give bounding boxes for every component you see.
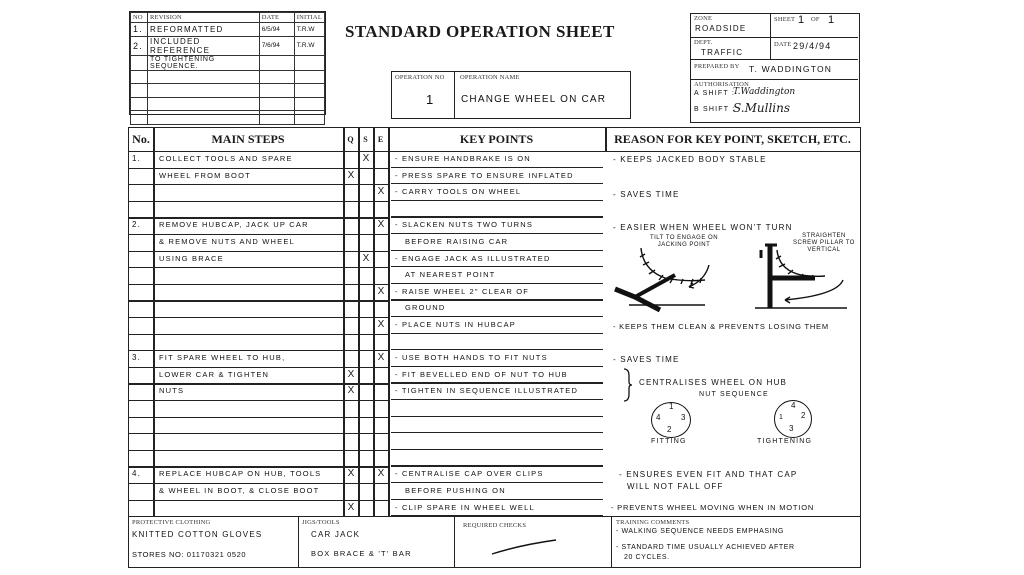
key-point-text: - ENSURE HANDBRAKE IS ON bbox=[395, 154, 531, 163]
divider bbox=[129, 433, 388, 434]
rev-text: INCLUDED REFERENCE bbox=[148, 36, 260, 55]
jigs-value: BOX BRACE & 'T' BAR bbox=[311, 549, 412, 558]
sheet-value: 1 bbox=[798, 14, 806, 26]
rev-row bbox=[131, 111, 325, 125]
rev-no: 2. bbox=[131, 36, 148, 55]
rev-header-no: NO bbox=[131, 13, 148, 23]
auth-label: AUTHORISATION bbox=[694, 81, 749, 88]
key-point-text: - ENGAGE JACK AS ILLUSTRATED bbox=[395, 253, 551, 263]
divider bbox=[129, 284, 388, 285]
tightening-label: TIGHTENING bbox=[757, 438, 813, 445]
reason-text: - KEEPS JACKED BODY STABLE bbox=[613, 155, 767, 164]
step-number: 1. bbox=[132, 154, 142, 163]
divider bbox=[358, 128, 360, 517]
q-mark: X bbox=[347, 468, 355, 480]
header-key-points: KEY POINTS bbox=[459, 132, 534, 146]
training-comment: - WALKING SEQUENCE NEEDS EMPHASING bbox=[616, 528, 784, 535]
sheet-cell bbox=[771, 14, 858, 38]
main-steps-table bbox=[128, 127, 861, 517]
nut-number: 3 bbox=[681, 413, 687, 422]
header-q: Q bbox=[347, 135, 354, 144]
protective-label: PROTECTIVE CLOTHING bbox=[132, 519, 211, 526]
rev-row bbox=[131, 97, 325, 111]
header-s: S bbox=[363, 135, 368, 144]
rev-no bbox=[131, 55, 148, 70]
divider bbox=[129, 500, 388, 501]
sketch-caption-straighten: STRAIGHTEN SCREW PILLAR TO VERTICAL bbox=[793, 233, 855, 253]
rev-no: 1. bbox=[131, 23, 148, 37]
header-main-steps: MAIN STEPS bbox=[211, 132, 285, 146]
of-label: OF bbox=[811, 16, 820, 23]
divider bbox=[129, 400, 388, 401]
divider bbox=[129, 317, 388, 318]
operation-no-label: OPERATION NO bbox=[395, 74, 445, 81]
step-number: 3. bbox=[132, 353, 142, 363]
divider bbox=[388, 128, 390, 517]
divider bbox=[129, 300, 388, 301]
prepared-cell bbox=[691, 60, 858, 80]
nut-number: 1 bbox=[669, 402, 675, 411]
divider bbox=[129, 184, 388, 185]
rev-initial: T.R.W bbox=[294, 36, 324, 55]
operation-name-value: CHANGE WHEEL ON CAR bbox=[461, 94, 607, 105]
divider bbox=[391, 449, 603, 450]
rev-initial: T.R.W bbox=[294, 23, 324, 37]
fitting-nut-diagram bbox=[651, 402, 691, 438]
checks-label: REQUIRED CHECKS bbox=[463, 522, 527, 529]
jigs-label: JIGS/TOOLS bbox=[302, 519, 340, 526]
reason-text: - ENSURES EVEN FIT AND THAT CAP bbox=[619, 470, 798, 479]
q-mark: X bbox=[347, 169, 355, 181]
rev-text: TO TIGHTENING SEQUENCE. bbox=[148, 55, 260, 70]
rev-date bbox=[259, 55, 294, 70]
dept-cell bbox=[691, 38, 771, 60]
q-mark: X bbox=[347, 385, 355, 397]
b-shift-label: B SHIFT : bbox=[694, 106, 736, 113]
operation-name-label: OPERATION NAME bbox=[460, 74, 520, 81]
jack-sketch-icon bbox=[605, 230, 860, 315]
a-shift-label: A SHIFT : bbox=[694, 90, 736, 97]
training-comment: 20 CYCLES. bbox=[624, 554, 670, 561]
brace-icon bbox=[623, 368, 633, 402]
main-step-text: WHEEL FROM BOOT bbox=[159, 170, 251, 180]
training-label: TRAINING COMMENTS bbox=[616, 519, 690, 526]
key-point-text: - CARRY TOOLS ON WHEEL bbox=[395, 187, 522, 197]
key-point-text: - PLACE NUTS IN HUBCAP bbox=[395, 320, 516, 329]
date-value: 29/4/94 bbox=[793, 41, 832, 51]
required-checks-cell bbox=[455, 517, 612, 567]
date-label: DATE bbox=[774, 41, 792, 48]
s-mark: X bbox=[362, 153, 370, 164]
q-mark: X bbox=[347, 501, 355, 513]
divider bbox=[153, 128, 155, 517]
reason-text: WILL NOT FALL OFF bbox=[627, 482, 724, 491]
reason-text: - EASIER WHEN WHEEL WON'T TURN bbox=[613, 223, 793, 232]
sketch-caption-tilt: TILT TO ENGAGE ON JACKING POINT bbox=[649, 235, 719, 248]
rev-date: 7/6/94 bbox=[259, 36, 294, 55]
divider bbox=[129, 334, 388, 335]
key-point-text: AT NEAREST POINT bbox=[405, 270, 496, 280]
main-step-text: NUTS bbox=[159, 386, 185, 396]
protective-clothing-cell bbox=[129, 517, 299, 567]
rev-header-date: DATE bbox=[259, 13, 294, 23]
e-mark: X bbox=[377, 319, 385, 330]
of-value: 1 bbox=[828, 14, 836, 26]
prepared-label: PREPARED BY bbox=[694, 63, 740, 70]
main-step-text: & REMOVE NUTS AND WHEEL bbox=[159, 237, 295, 246]
operation-box bbox=[391, 71, 631, 119]
nut-number: 2 bbox=[801, 411, 807, 420]
rev-row bbox=[131, 70, 325, 84]
divider bbox=[391, 416, 603, 417]
checkmark-stroke-icon bbox=[490, 537, 560, 557]
key-point-text: - USE BOTH HANDS TO FIT NUTS bbox=[395, 353, 548, 363]
e-mark: X bbox=[377, 186, 385, 198]
step-number: 4. bbox=[132, 469, 142, 479]
reason-text: - KEEPS THEM CLEAN & PREVENTS LOSING THEM bbox=[613, 322, 829, 331]
training-comments-cell bbox=[612, 517, 860, 567]
q-mark: X bbox=[347, 368, 355, 380]
a-shift-signature: T.Waddington bbox=[733, 87, 796, 97]
divider bbox=[129, 417, 388, 418]
nut-number: 3 bbox=[789, 424, 795, 433]
step-number: 2. bbox=[132, 220, 142, 230]
header-reason: REASON FOR KEY POINT, SKETCH, ETC. bbox=[614, 132, 851, 146]
key-point-text: GROUND bbox=[405, 303, 446, 313]
e-mark: X bbox=[377, 352, 385, 364]
reason-text: CENTRALISES WHEEL ON HUB bbox=[639, 378, 788, 387]
divider bbox=[343, 128, 345, 517]
e-mark: X bbox=[377, 285, 385, 297]
main-step-text: & WHEEL IN BOOT, & CLOSE BOOT bbox=[159, 486, 320, 495]
rev-row bbox=[131, 23, 325, 37]
rev-row bbox=[131, 55, 325, 70]
rev-header-revision: REVISION bbox=[148, 13, 260, 23]
dept-value: TRAFFIC bbox=[701, 48, 744, 57]
header-info-box bbox=[690, 13, 860, 123]
footer bbox=[128, 516, 861, 568]
key-point-text: - PRESS SPARE TO ENSURE INFLATED bbox=[395, 170, 574, 180]
stores-number: STORES NO: 01170321 0520 bbox=[132, 550, 247, 559]
nut-number: 4 bbox=[656, 413, 662, 422]
dept-label: DEPT. bbox=[694, 39, 713, 46]
reason-text: - SAVES TIME bbox=[613, 190, 680, 199]
jigs-tools-cell bbox=[299, 517, 455, 567]
reason-text: - SAVES TIME bbox=[613, 355, 680, 364]
main-step-text: USING BRACE bbox=[159, 253, 224, 263]
prepared-value: T. WADDINGTON bbox=[749, 64, 833, 74]
rev-text: REFORMATTED bbox=[148, 23, 260, 37]
date-cell bbox=[771, 38, 858, 60]
e-mark: X bbox=[377, 219, 385, 231]
nut-number: 2 bbox=[667, 425, 673, 434]
revision-table bbox=[129, 11, 326, 115]
rev-date: 6/5/94 bbox=[259, 23, 294, 37]
protective-value: KNITTED COTTON GLOVES bbox=[132, 530, 263, 539]
main-step-text: REPLACE HUBCAP ON HUB, TOOLS bbox=[159, 469, 322, 479]
main-step-text: LOWER CAR & TIGHTEN bbox=[159, 369, 270, 379]
rev-initial bbox=[294, 55, 324, 70]
nut-number: 4 bbox=[791, 401, 797, 410]
nut-sequence-label: NUT SEQUENCE bbox=[699, 391, 769, 398]
key-point-text: - CLIP SPARE IN WHEEL WELL bbox=[395, 502, 535, 512]
jigs-value: CAR JACK bbox=[311, 530, 361, 539]
key-point-text: BEFORE RAISING CAR bbox=[405, 237, 509, 246]
b-shift-signature: S.Mullins bbox=[733, 101, 791, 115]
main-step-text: COLLECT TOOLS AND SPARE bbox=[159, 154, 293, 163]
divider bbox=[129, 201, 388, 202]
main-step-text: FIT SPARE WHEEL TO HUB, bbox=[159, 353, 286, 363]
authorisation-cell bbox=[691, 80, 858, 121]
tightening-nut-diagram bbox=[774, 400, 812, 438]
header-no: No. bbox=[132, 132, 150, 146]
fitting-label: FITTING bbox=[651, 438, 687, 445]
rev-header-initial: INITIAL bbox=[294, 13, 324, 23]
operation-no-value: 1 bbox=[426, 92, 435, 107]
training-comment: - STANDARD TIME USUALLY ACHIEVED AFTER bbox=[616, 544, 795, 551]
key-point-text: - CENTRALISE CAP OVER CLIPS bbox=[395, 469, 544, 479]
divider bbox=[391, 432, 603, 433]
sheet-label: SHEET bbox=[774, 16, 796, 23]
zone-value: ROADSIDE bbox=[695, 24, 747, 33]
key-point-text: - FIT BEVELLED END OF NUT TO HUB bbox=[395, 369, 568, 379]
divider bbox=[129, 450, 388, 451]
zone-label: ZONE bbox=[694, 15, 713, 22]
rev-row bbox=[131, 36, 325, 55]
key-point-text: - RAISE WHEEL 2" CLEAR OF bbox=[395, 286, 530, 296]
main-step-text: REMOVE HUBCAP, JACK UP CAR bbox=[159, 220, 309, 230]
divider bbox=[129, 267, 388, 268]
page-title: STANDARD OPERATION SHEET bbox=[345, 22, 615, 41]
zone-cell bbox=[691, 14, 771, 38]
key-point-text: BEFORE PUSHING ON bbox=[405, 486, 506, 495]
key-point-text: - SLACKEN NUTS TWO TURNS bbox=[395, 220, 534, 230]
reason-text: - PREVENTS WHEEL MOVING WHEN IN MOTION bbox=[611, 503, 815, 512]
rev-row bbox=[131, 84, 325, 98]
e-mark: X bbox=[377, 468, 385, 480]
nut-number: 1 bbox=[779, 414, 785, 421]
key-point-text: - TIGHTEN IN SEQUENCE ILLUSTRATED bbox=[395, 386, 579, 396]
header-e: E bbox=[377, 135, 384, 144]
s-mark: X bbox=[362, 252, 370, 264]
